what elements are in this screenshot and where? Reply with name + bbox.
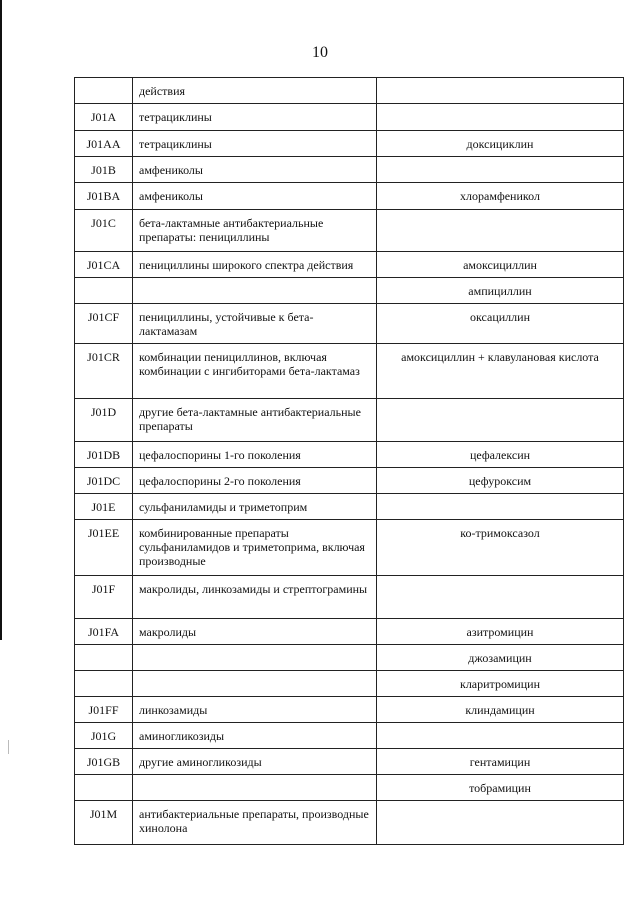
- group-name-cell: комбинации пенициллинов, включая комбинации с ингибиторами бета-лактамаз: [133, 344, 377, 399]
- table-row: [75, 78, 624, 104]
- group-name-cell: цефалоспорины 2-го поколения: [133, 468, 377, 494]
- atc-code-cell: J01C: [75, 210, 133, 252]
- drug-name-cell: [377, 157, 624, 183]
- drug-name-cell: ко-тримоксазол: [377, 520, 624, 576]
- group-name-cell: амфениколы: [133, 183, 377, 210]
- atc-code-cell: J01CA: [75, 252, 133, 278]
- drug-name-cell: [377, 78, 624, 104]
- scan-speck: [8, 740, 9, 754]
- table-row: [75, 775, 624, 801]
- drug-name-cell: джозамицин: [377, 645, 624, 671]
- group-name-cell: пенициллины, устойчивые к бета-лактамазам: [133, 304, 377, 344]
- group-name-cell: амфениколы: [133, 157, 377, 183]
- group-name-cell: аминогликозиды: [133, 723, 377, 749]
- table-row: [75, 697, 624, 723]
- drug-name-cell: цефуроксим: [377, 468, 624, 494]
- drug-name-cell: тобрамицин: [377, 775, 624, 801]
- atc-code-cell: J01AA: [75, 131, 133, 157]
- drug-name-cell: доксициклин: [377, 131, 624, 157]
- table-row: [75, 749, 624, 775]
- drug-name-cell: цефалексин: [377, 442, 624, 468]
- atc-code-cell: [75, 645, 133, 671]
- group-name-cell: [133, 775, 377, 801]
- drug-name-cell: [377, 801, 624, 845]
- atc-code-cell: J01BA: [75, 183, 133, 210]
- drug-name-cell: амоксициллин + клавулановая кислота: [377, 344, 624, 399]
- group-name-cell: макролиды, линкозамиды и стрептограмины: [133, 576, 377, 619]
- table-row: [75, 494, 624, 520]
- group-name-cell: [133, 645, 377, 671]
- table-row: [75, 723, 624, 749]
- atc-code-cell: [75, 671, 133, 697]
- atc-code-cell: J01FA: [75, 619, 133, 645]
- atc-code-cell: [75, 278, 133, 304]
- table-row: [75, 104, 624, 131]
- scan-edge: [0, 0, 2, 640]
- atc-code-cell: J01A: [75, 104, 133, 131]
- drug-name-cell: [377, 576, 624, 619]
- table-row: [75, 344, 624, 399]
- drug-name-cell: ампициллин: [377, 278, 624, 304]
- table-row: [75, 801, 624, 845]
- group-name-cell: тетрациклины: [133, 131, 377, 157]
- atc-code-cell: J01CR: [75, 344, 133, 399]
- table-row: [75, 399, 624, 442]
- atc-code-cell: J01D: [75, 399, 133, 442]
- table-row: [75, 210, 624, 252]
- table-row: [75, 468, 624, 494]
- atc-code-cell: [75, 775, 133, 801]
- group-name-cell: цефалоспорины 1-го поколения: [133, 442, 377, 468]
- group-name-cell: другие аминогликозиды: [133, 749, 377, 775]
- group-name-cell: тетрациклины: [133, 104, 377, 131]
- atc-code-cell: J01G: [75, 723, 133, 749]
- table-row: [75, 157, 624, 183]
- drug-name-cell: клиндамицин: [377, 697, 624, 723]
- table-row: [75, 252, 624, 278]
- atc-code-cell: J01E: [75, 494, 133, 520]
- atc-code-cell: J01GB: [75, 749, 133, 775]
- group-name-cell: комбинированные препараты сульфаниламидов и триметоприма, включая производные: [133, 520, 377, 576]
- table-row: [75, 442, 624, 468]
- drug-name-cell: кларитромицин: [377, 671, 624, 697]
- group-name-cell: сульфаниламиды и триметоприм: [133, 494, 377, 520]
- group-name-cell: линкозамиды: [133, 697, 377, 723]
- atc-code-cell: J01DB: [75, 442, 133, 468]
- atc-code-table: [74, 77, 624, 845]
- group-name-cell: другие бета-лактамные антибактериальные препараты: [133, 399, 377, 442]
- group-name-cell: бета-лактамные антибактериальные препараты: пенициллины: [133, 210, 377, 252]
- group-name-cell: [133, 278, 377, 304]
- atc-code-cell: J01FF: [75, 697, 133, 723]
- atc-code-cell: J01DC: [75, 468, 133, 494]
- group-name-cell: [133, 671, 377, 697]
- group-name-cell: пенициллины широкого спектра действия: [133, 252, 377, 278]
- drug-name-cell: [377, 494, 624, 520]
- atc-code-cell: J01M: [75, 801, 133, 845]
- drug-name-cell: гентамицин: [377, 749, 624, 775]
- drug-name-cell: [377, 210, 624, 252]
- drug-name-cell: оксациллин: [377, 304, 624, 344]
- drug-name-cell: [377, 399, 624, 442]
- atc-code-cell: J01EE: [75, 520, 133, 576]
- drug-name-cell: [377, 723, 624, 749]
- table-row: [75, 671, 624, 697]
- atc-code-cell: [75, 78, 133, 104]
- table-row: [75, 131, 624, 157]
- table-row: [75, 183, 624, 210]
- drug-name-cell: амоксициллин: [377, 252, 624, 278]
- table-row: [75, 520, 624, 576]
- table-row: [75, 576, 624, 619]
- group-name-cell: макролиды: [133, 619, 377, 645]
- group-name-cell: действия: [133, 78, 377, 104]
- drug-name-cell: азитромицин: [377, 619, 624, 645]
- group-name-cell: антибактериальные препараты, производные хинолона: [133, 801, 377, 845]
- table-row: [75, 645, 624, 671]
- atc-code-cell: J01F: [75, 576, 133, 619]
- atc-code-cell: J01CF: [75, 304, 133, 344]
- atc-code-cell: J01B: [75, 157, 133, 183]
- table-row: [75, 619, 624, 645]
- table-row: [75, 304, 624, 344]
- drug-name-cell: хлорамфеникол: [377, 183, 624, 210]
- table-body: [75, 78, 624, 845]
- table-row: [75, 278, 624, 304]
- drug-name-cell: [377, 104, 624, 131]
- page-number: 10: [312, 44, 328, 61]
